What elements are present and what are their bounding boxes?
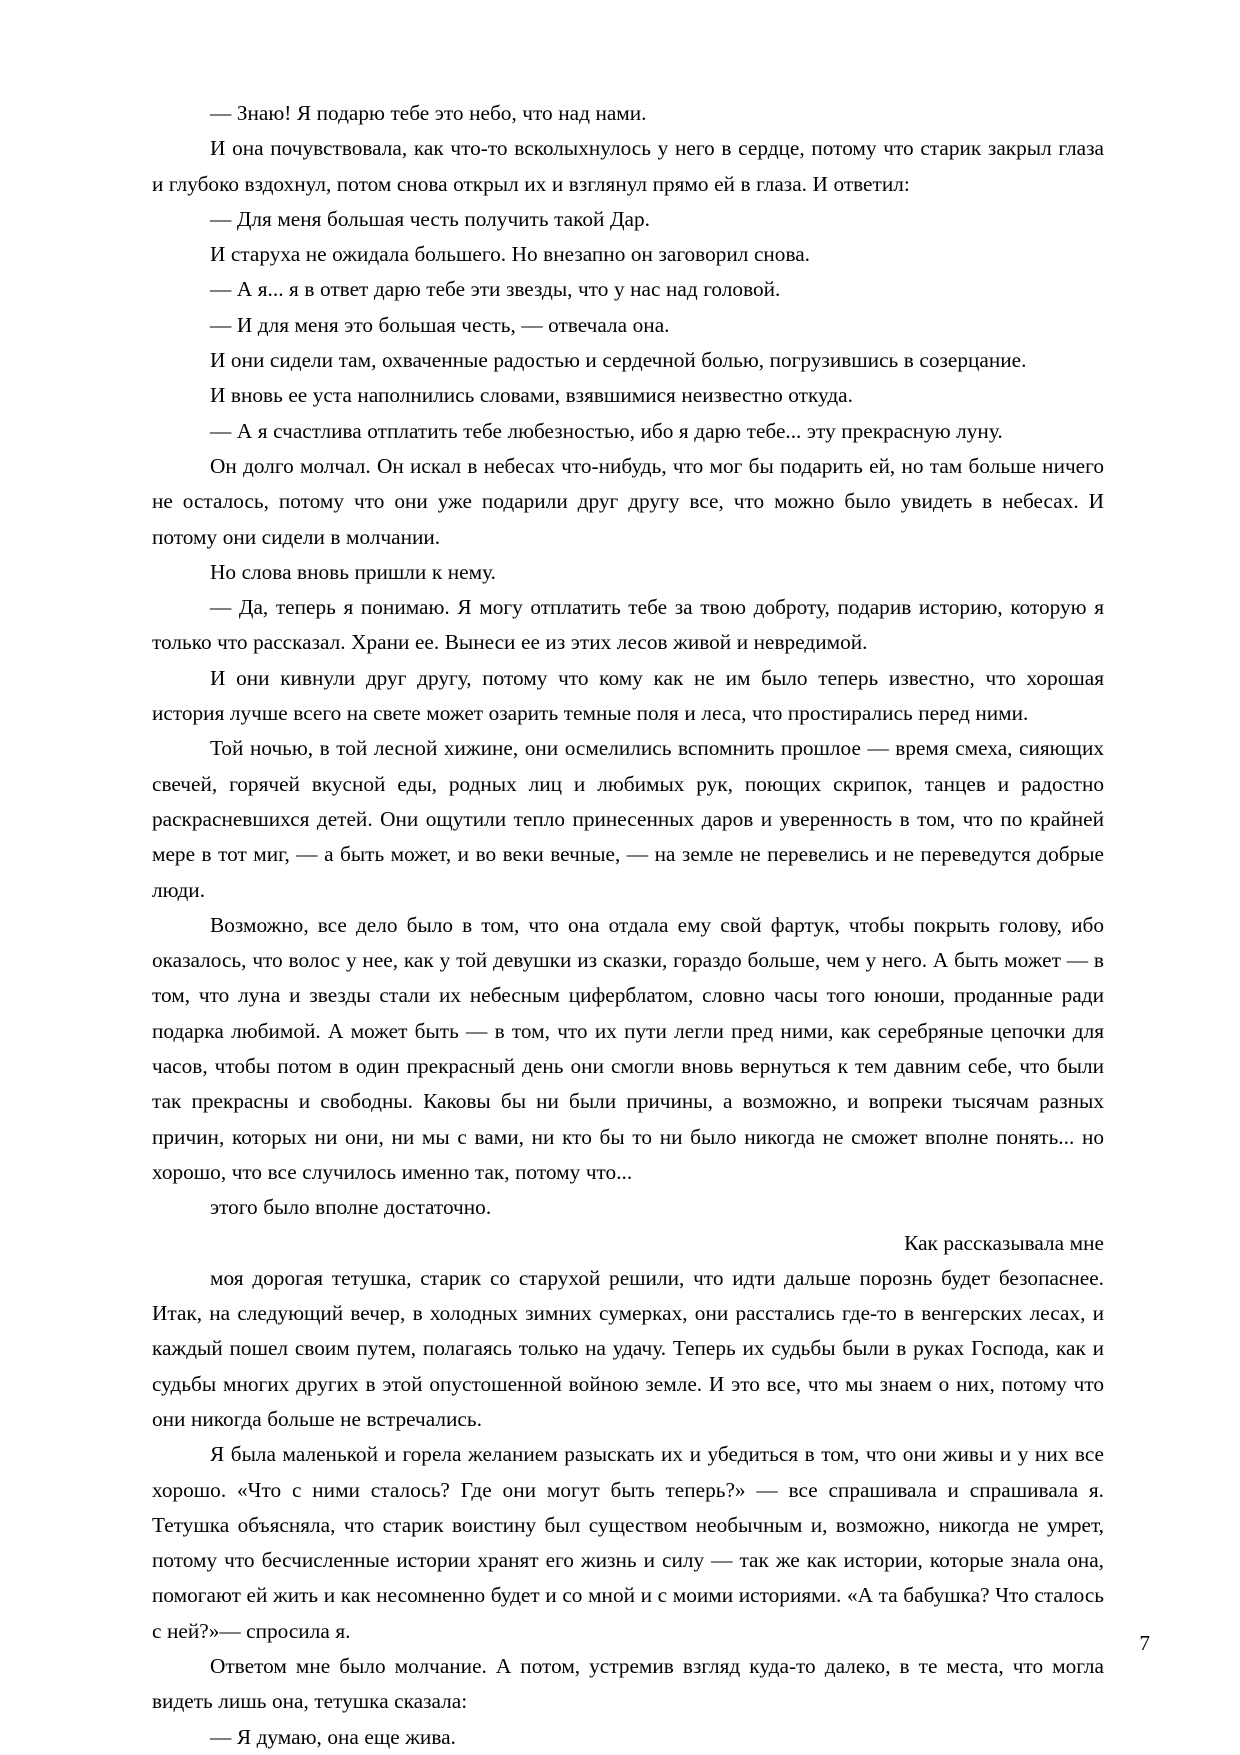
paragraph-body-15: Возможно, все дело было в том, что она отдала ему свой фартук, чтобы покрыть голову, ибо оказалось, что волос у нее, как у той девушки из сказки, гораздо больше, чем у него. А быть может — в том, что луна и звезды стали их небесным циферблатом, словно часы того юноши, проданные ради подарка любимой. А может быть — в том, что их пути легли пред ними, как серебряные цепочки для часов, чтобы потом в один прекрасный день они смогли вновь вернуться к тем давним себе, что были так прекрасны и свободны. Каковы бы ни были причины, а возможно, и вопреки тысячам разных причин, которых ни они, ни мы с вами, ни кто бы то ни было никогда не сможет вполне понять... но хорошо, что все случилось именно так, потому что...	[152, 912, 1104, 1184]
paragraph-dialogue-3: — Для меня большая честь получить такой Дар.	[210, 206, 650, 231]
page-number: 7	[1139, 1630, 1150, 1655]
paragraph-body-20: Ответом мне было молчание. А потом, устремив взгляд куда-то далеко, в те места, что могла видеть лишь она, тетушка сказала:	[152, 1654, 1104, 1714]
paragraph-body-7: И они сидели там, охваченные радостью и сердечной болью, погрузившись в созерцание.	[210, 348, 1027, 373]
paragraph-dialogue-9: — А я счастлива отплатить тебе любезностью, ибо я дарю тебе... эту прекрасную луну.	[210, 418, 1003, 443]
paragraph-dialogue-5: — А я... я в ответ дарю тебе эти звезды, что у нас над головой.	[210, 277, 781, 302]
paragraph-body-10: Он долго молчал. Он искал в небесах что-нибудь, что мог бы подарить ей, но там больше ничего не осталось, потому что они уже подарили друг другу все, что можно было увидеть в небесах. И потому они сидели в молчании.	[152, 453, 1104, 549]
paragraph-body-8: И вновь ее уста наполнились словами, взявшимися неизвестно откуда.	[210, 383, 853, 408]
paragraph-body-18: моя дорогая тетушка, старик со старухой решили, что идти дальше порознь будет безопаснее. Итак, на следующий вечер, в холодных зимних сумерках, они расстались где-то в венгерских лесах, и каждый пошел своим путем, полагаясь только на удачу. Теперь их судьбы были в руках Господа, как и судьбы многих других в этой опустошенной войною земле. И это все, что мы знаем о них, потому что они никогда больше не встречались.	[152, 1265, 1104, 1431]
paragraph-body-2: И она почувствовала, как что-то всколыхнулось у него в сердце, потому что старик закрыл глаза и глубоко вздохнул, потом снова открыл их и взглянул прямо ей в глаза. И ответил:	[152, 136, 1104, 196]
paragraph-body-11: Но слова вновь пришли к нему.	[210, 559, 496, 584]
paragraph-body-4: И старуха не ожидала большего. Но внезапно он заговорил снова.	[210, 242, 810, 267]
paragraph-body-19: Я была маленькой и горела желанием разыскать их и убедиться в том, что они живы и у них все хорошо. «Что с ними сталось? Где они могут быть теперь?» — все спрашивала и спрашивала я. Тетушка объясняла, что старик воистину был существом необычным и, возможно, никогда не умрет, потому что бесчисленные истории хранят его жизнь и силу — так же как истории, которые знала она, помогают ей жить и как несомненно будет и со мной и с моими историями. «А та бабушка? Что сталось с ней?»— спросила я.	[152, 1442, 1104, 1643]
paragraph-body-13: И они кивнули друг другу, потому что кому как не им было теперь известно, что хорошая история лучше всего на свете может озарить темные поля и леса, что простирались перед ними.	[152, 665, 1104, 726]
paragraph-body-14: Той ночью, в той лесной хижине, они осмелились вспомнить прошлое — время смеха, сияющих свечей, горячей вкусной еды, родных лиц и любимых рук, поющих скрипок, танцев и радостно раскрасневшихся детей. Они ощутили тепло принесенных даров и уверенность в том, что по крайней мере в тот миг, — а быть может, и во веки вечные, — на земле не перевелись и не переведутся добрые люди.	[152, 736, 1104, 902]
paragraph-dialogue-21: — Я думаю, она еще жива.	[210, 1724, 456, 1749]
paragraph-dialogue-6: — И для меня это большая честь, — отвечала она.	[210, 312, 670, 337]
paragraph-right-fragment-17: Как рассказывала мне	[904, 1230, 1104, 1255]
paragraph-dialogue-1: — Знаю! Я подарю тебе это небо, что над нами.	[210, 101, 647, 125]
paragraph-dialogue-12: — Да, теперь я понимаю. Я могу отплатить тебе за твою доброту, подарив историю, которую я только что рассказал. Храни ее. Вынеси ее из этих лесов живой и невредимой.	[152, 595, 1104, 655]
paragraph-body-16: этого было вполне достаточно.	[210, 1195, 492, 1220]
page-text-body	[152, 96, 1104, 1755]
